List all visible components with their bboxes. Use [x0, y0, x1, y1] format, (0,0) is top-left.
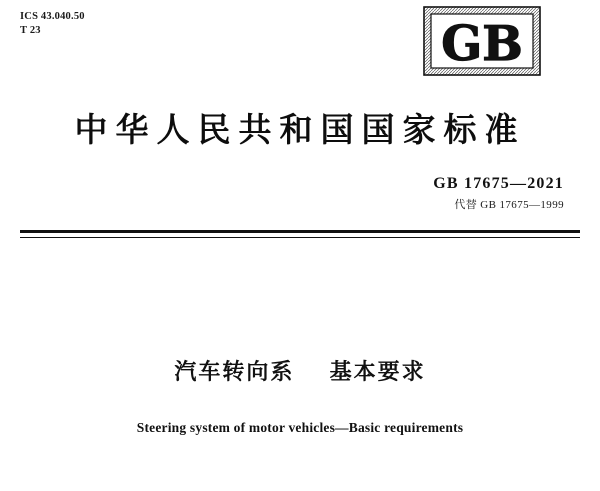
standard-number-block: [433, 175, 564, 212]
subject-title-english: Steering system of motor vehicles—Basic requirements: [136, 420, 464, 435]
ics-block: [20, 10, 85, 38]
page-title: 中华人民共和国国家标准: [74, 110, 526, 149]
ics-number: ICS 43.040.50: [20, 11, 85, 22]
standard-replaces: 代替 GB 17675—1999: [454, 199, 564, 211]
classification-code: T 23: [20, 25, 41, 37]
standard-number: GB 17675—2021: [433, 175, 564, 192]
divider-thick: [20, 230, 580, 233]
gb-emblem-logo: [422, 5, 542, 77]
subject-title-chinese-part1: 汽车转向系: [174, 359, 295, 385]
subject-title-chinese: [0, 355, 600, 386]
svg-text:GB: GB: [441, 16, 523, 72]
divider-thin: [20, 237, 580, 238]
subject-title-chinese-part2: 基本要求: [329, 359, 426, 385]
